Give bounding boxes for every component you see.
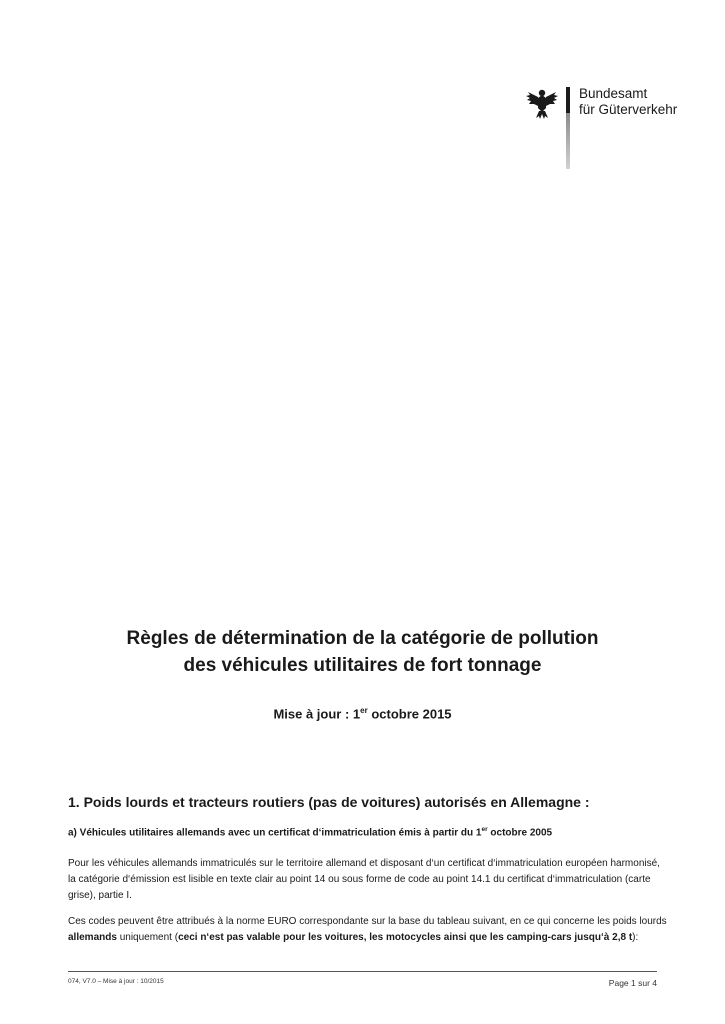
document-title-line2: des véhicules utilitaires de fort tonnage <box>183 655 542 676</box>
update-date-suffix: octobre 2015 <box>367 706 452 722</box>
update-date-prefix: Mise à jour : 1 <box>273 706 361 722</box>
footer-form-reference: 074, V7.0 – Mise à jour : 10/2015 <box>68 978 164 985</box>
agency-name <box>579 86 677 117</box>
subsection-heading-sup: er <box>481 826 488 833</box>
paragraph-codes-part-e: ): <box>632 932 639 943</box>
section-heading: 1. Poids lourds et tracteurs routiers (pas de voitures) autorisés en Allemagne : <box>68 794 590 810</box>
footer-divider <box>68 971 657 972</box>
subsection-heading-prefix: a) Véhicules utilitaires allemands avec un certificat d‘immatriculation émis à partir du 1 <box>68 827 482 839</box>
update-date <box>0 706 725 721</box>
update-date-sup: er <box>360 706 368 715</box>
footer-page-number: Page 1 sur 4 <box>608 978 657 988</box>
paragraph-codes <box>68 914 668 946</box>
paragraph-codes-part-d: ceci n‘est pas valable pour les voitures, les motocycles ainsi que les camping-cars jusqu‘à 2,8 t <box>178 932 633 943</box>
subsection-heading <box>68 826 552 838</box>
document-title-line1: Règles de détermination de la catégorie de pollution <box>126 628 599 649</box>
subsection-heading-suffix: octobre 2005 <box>487 827 553 839</box>
agency-name-line1: Bundesamt <box>579 86 648 101</box>
federal-eagle-icon <box>524 86 560 122</box>
paragraph-registration: Pour les véhicules allemands immatriculés sur le territoire allemand et disposant d‘un certificat d‘immatriculation européen harmonisé, la catégorie d‘émission est lisible en texte clair au point 14 ou sous forme de code au point 14.1 du certificat d‘immatriculation (carte grise), partie I. <box>68 858 660 901</box>
agency-logo <box>524 86 684 170</box>
logo-bar-dark <box>566 87 570 113</box>
document-title <box>0 625 725 679</box>
logo-bar-grey <box>566 113 570 169</box>
paragraph-codes-part-a: Ces codes peuvent être attribués à la norme EURO correspondante sur la base du tableau suivant, en ce qui concerne les poids lourds <box>68 916 667 927</box>
paragraph-codes-part-c: uniquement ( <box>116 932 179 943</box>
agency-name-line2: für Güterverkehr <box>579 101 678 117</box>
paragraph-codes-part-b: allemands <box>68 932 117 943</box>
